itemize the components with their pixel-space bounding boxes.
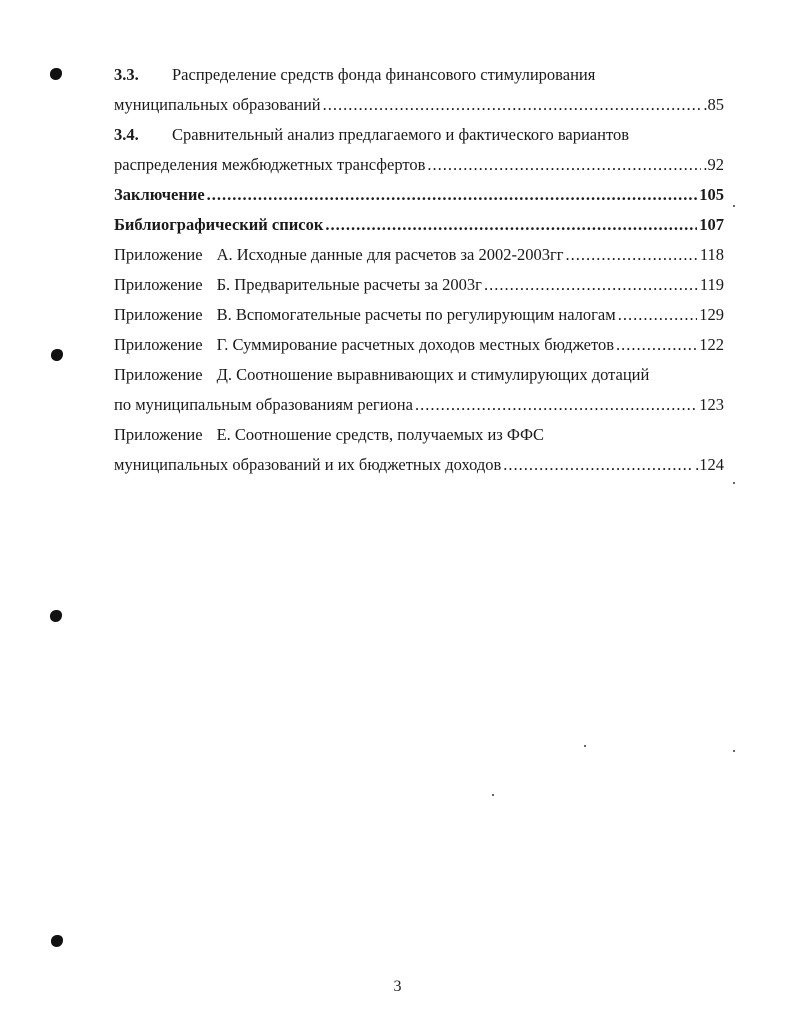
page-ref: .85 bbox=[703, 95, 724, 114]
toc-entry-appendix-d bbox=[114, 360, 724, 390]
page-number: 3 bbox=[393, 978, 402, 995]
page-ref: 118 bbox=[699, 245, 724, 264]
scan-speck bbox=[733, 482, 735, 484]
leader-dots bbox=[566, 240, 698, 270]
section-title: Сравнительный анализ предлагаемого и фактического вариантов bbox=[172, 125, 629, 144]
punch-hole-mark bbox=[51, 935, 63, 947]
appendix-title: Д. Соотношение выравнивающих и стимулирующих дотаций bbox=[216, 365, 650, 384]
conclusion-title: Заключение bbox=[114, 185, 205, 204]
bibliography-title: Библиографический список bbox=[114, 215, 324, 234]
punch-hole-mark bbox=[51, 349, 63, 361]
toc-entry-appendix-e-cont bbox=[114, 450, 724, 480]
page-ref: 107 bbox=[699, 215, 724, 234]
toc-entry-appendix-d-cont bbox=[114, 390, 724, 420]
appendix-title: Б. Предварительные расчеты за 2003г bbox=[216, 275, 482, 294]
toc-entry-bibliography bbox=[114, 210, 724, 240]
appendix-title: Г. Суммирование расчетных доходов местных бюджетов bbox=[216, 335, 615, 354]
toc-entry-3-4 bbox=[114, 120, 724, 150]
appendix-title: Е. Соотношение средств, получаемых из ФФС bbox=[216, 425, 545, 444]
appendix-label: Приложение bbox=[114, 425, 203, 444]
appendix-title-cont: муниципальных образований и их бюджетных доходов bbox=[114, 455, 502, 474]
scan-speck bbox=[584, 745, 586, 747]
toc-entry-conclusion bbox=[114, 180, 724, 210]
section-number: 3.3. bbox=[114, 65, 139, 84]
section-number: 3.4. bbox=[114, 125, 139, 144]
table-of-contents bbox=[114, 60, 724, 480]
page-ref: 105 bbox=[699, 185, 724, 204]
section-title-cont: муниципальных образований bbox=[114, 95, 321, 114]
toc-entry-appendix-a bbox=[114, 240, 724, 270]
appendix-label: Приложение bbox=[114, 335, 203, 354]
punch-hole-mark bbox=[50, 610, 62, 622]
scan-speck bbox=[733, 750, 735, 752]
appendix-label: Приложение bbox=[114, 245, 203, 264]
leader-dots bbox=[325, 210, 697, 240]
leader-dots bbox=[484, 270, 698, 300]
toc-entry-appendix-g bbox=[114, 330, 724, 360]
scan-speck bbox=[733, 205, 735, 207]
leader-dots bbox=[616, 330, 697, 360]
page-ref: .92 bbox=[703, 155, 724, 174]
appendix-title: А. Исходные данные для расчетов за 2002-2003гг bbox=[216, 245, 564, 264]
leader-dots bbox=[207, 180, 698, 210]
toc-entry-appendix-b bbox=[114, 270, 724, 300]
appendix-label: Приложение bbox=[114, 365, 203, 384]
toc-entry-3-3 bbox=[114, 60, 724, 90]
appendix-label: Приложение bbox=[114, 305, 203, 324]
page-ref: 123 bbox=[699, 395, 724, 414]
leader-dots bbox=[323, 90, 702, 120]
toc-entry-appendix-e bbox=[114, 420, 724, 450]
page-ref: .124 bbox=[695, 455, 724, 474]
toc-entry-appendix-v bbox=[114, 300, 724, 330]
leader-dots bbox=[618, 300, 698, 330]
appendix-title-cont: по муниципальным образованиям региона bbox=[114, 395, 413, 414]
toc-entry-3-3-cont bbox=[114, 90, 724, 120]
appendix-label: Приложение bbox=[114, 275, 203, 294]
page-ref: 122 bbox=[699, 335, 724, 354]
page-ref: 119 bbox=[699, 275, 724, 294]
appendix-title: В. Вспомогательные расчеты по регулирующим налогам bbox=[216, 305, 616, 324]
scan-speck bbox=[492, 794, 494, 796]
toc-entry-3-4-cont bbox=[114, 150, 724, 180]
section-title-cont: распределения межбюджетных трансфертов bbox=[114, 155, 426, 174]
leader-dots bbox=[427, 150, 701, 180]
punch-hole-mark bbox=[50, 68, 62, 80]
page-ref: 129 bbox=[699, 305, 724, 324]
leader-dots bbox=[503, 450, 693, 480]
leader-dots bbox=[415, 390, 697, 420]
section-title: Распределение средств фонда финансового стимулирования bbox=[172, 65, 596, 84]
